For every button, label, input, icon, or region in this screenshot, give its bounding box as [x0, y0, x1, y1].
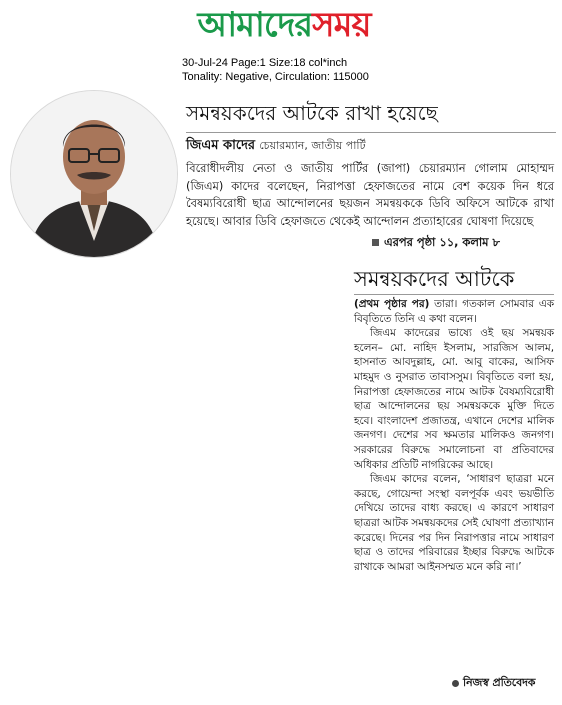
signoff-text: নিজস্ব প্রতিবেদক [463, 676, 536, 689]
clip-meta [182, 56, 369, 84]
continuation-divider [354, 294, 554, 295]
signoff [452, 675, 535, 691]
dot-bullet-icon [452, 680, 459, 687]
byline [186, 132, 556, 156]
clip-meta-line-2: Tonality: Negative, Circulation: 115000 [182, 71, 369, 83]
masthead-part-1: আমাদের [197, 4, 313, 45]
paragraph-text: তারা। গতকাল সোমবার এক বিবৃতিতে তিনি এ কথা বলেন। [354, 298, 554, 325]
continued-label: (প্রথম পৃষ্ঠার পর) [354, 298, 430, 310]
masthead-part-2: সময় [312, 4, 371, 45]
continuation-paragraph: জিএম কাদেরের ভাষ্যে ওই ছয় সমন্বয়ক হলেন– মো. নাহিদ ইসলাম, সারজিস আলম, হাসনাত আবদুল্লাহ, মো. আবু বাকের, আসিফ মাহমুদ ও নুসরাত তাবাসসুম। বিবৃতিতে বলা হয়, নিরাপত্তা হেফাজতের নামে আটক বৈষম্যবিরোধী ছাত্র আন্দোলনের ছয় সমন্বয়ককে মুক্তি দিতে হবে। বাংলাদেশ প্রজাতন্ত্র, এখানে দেশের মালিক জনগণ। দেশের সব ক্ষমতার মালিকও জনগণ। সরকারের বিরুদ্ধে সমালোচনা বা প্রতিবাদের অধিকার প্রতিটি নাগরিকের আছে। [354, 327, 554, 471]
article-teaser: বিরোধীদলীয় নেতা ও জাতীয় পার্টির (জাপা) চেয়ারম্যান গোলাম মোহাম্মদ (জিএম) কাদের বলেছেন, নিরাপত্তা হেফাজতের নামে বেশ কয়েক দিন ধরে বৈষম্যবিরোধী ছাত্র আন্দোলনের ছয়জন সমন্বয়ককে ডিবি অফিসে আটকে রাখা হয়েছে। আবার ডিবি হেফাজতে থেকেই আন্দোলন প্রত্যাহারের ঘোষণা দিয়েছে [186, 161, 554, 228]
continuation-body [354, 297, 554, 574]
byline-name: জিএম কাদের [186, 138, 256, 153]
continuation-paragraph: জিএম কাদের বলেন, ‘সাধারণ ছাত্ররা মনে করছে, গোয়েন্দা সংস্থা বলপূর্বক এবং ভয়ভীতি দেখিয়ে তাদের বাধ্য করছে। এ কারণে সাধারণ ছাত্ররা আটক সমন্বয়কদের সেই ঘোষণা প্রত্যাখ্যান করেছে। দিনের পর দিন নিরাপত্তার নামে সাধারণ ছাত্র ও তাদের পরিবারের ইচ্ছার বিরুদ্ধে আটকে রাখাকে আমরা আইনসম্মত মনে করি না।’ [354, 473, 554, 573]
jump-text: এরপর পৃষ্ঠা ১১, কলাম ৮ [384, 235, 500, 249]
portrait-illustration [11, 91, 177, 257]
clip-meta-line-1: 30-Jul-24 Page:1 Size:18 col*inch [182, 57, 348, 69]
continuation-paragraph [354, 297, 554, 326]
jump-line [372, 233, 500, 251]
newspaper-masthead [146, 2, 422, 52]
author-photo [10, 90, 178, 258]
article-headline: সমন্বয়কদের আটকে রাখা হয়েছে [186, 101, 438, 125]
square-bullet-icon [372, 239, 379, 246]
byline-title: চেয়ারম্যান, জাতীয় পার্টি [259, 139, 366, 152]
continuation-headline: সমন্বয়কদের আটকে [354, 267, 515, 291]
